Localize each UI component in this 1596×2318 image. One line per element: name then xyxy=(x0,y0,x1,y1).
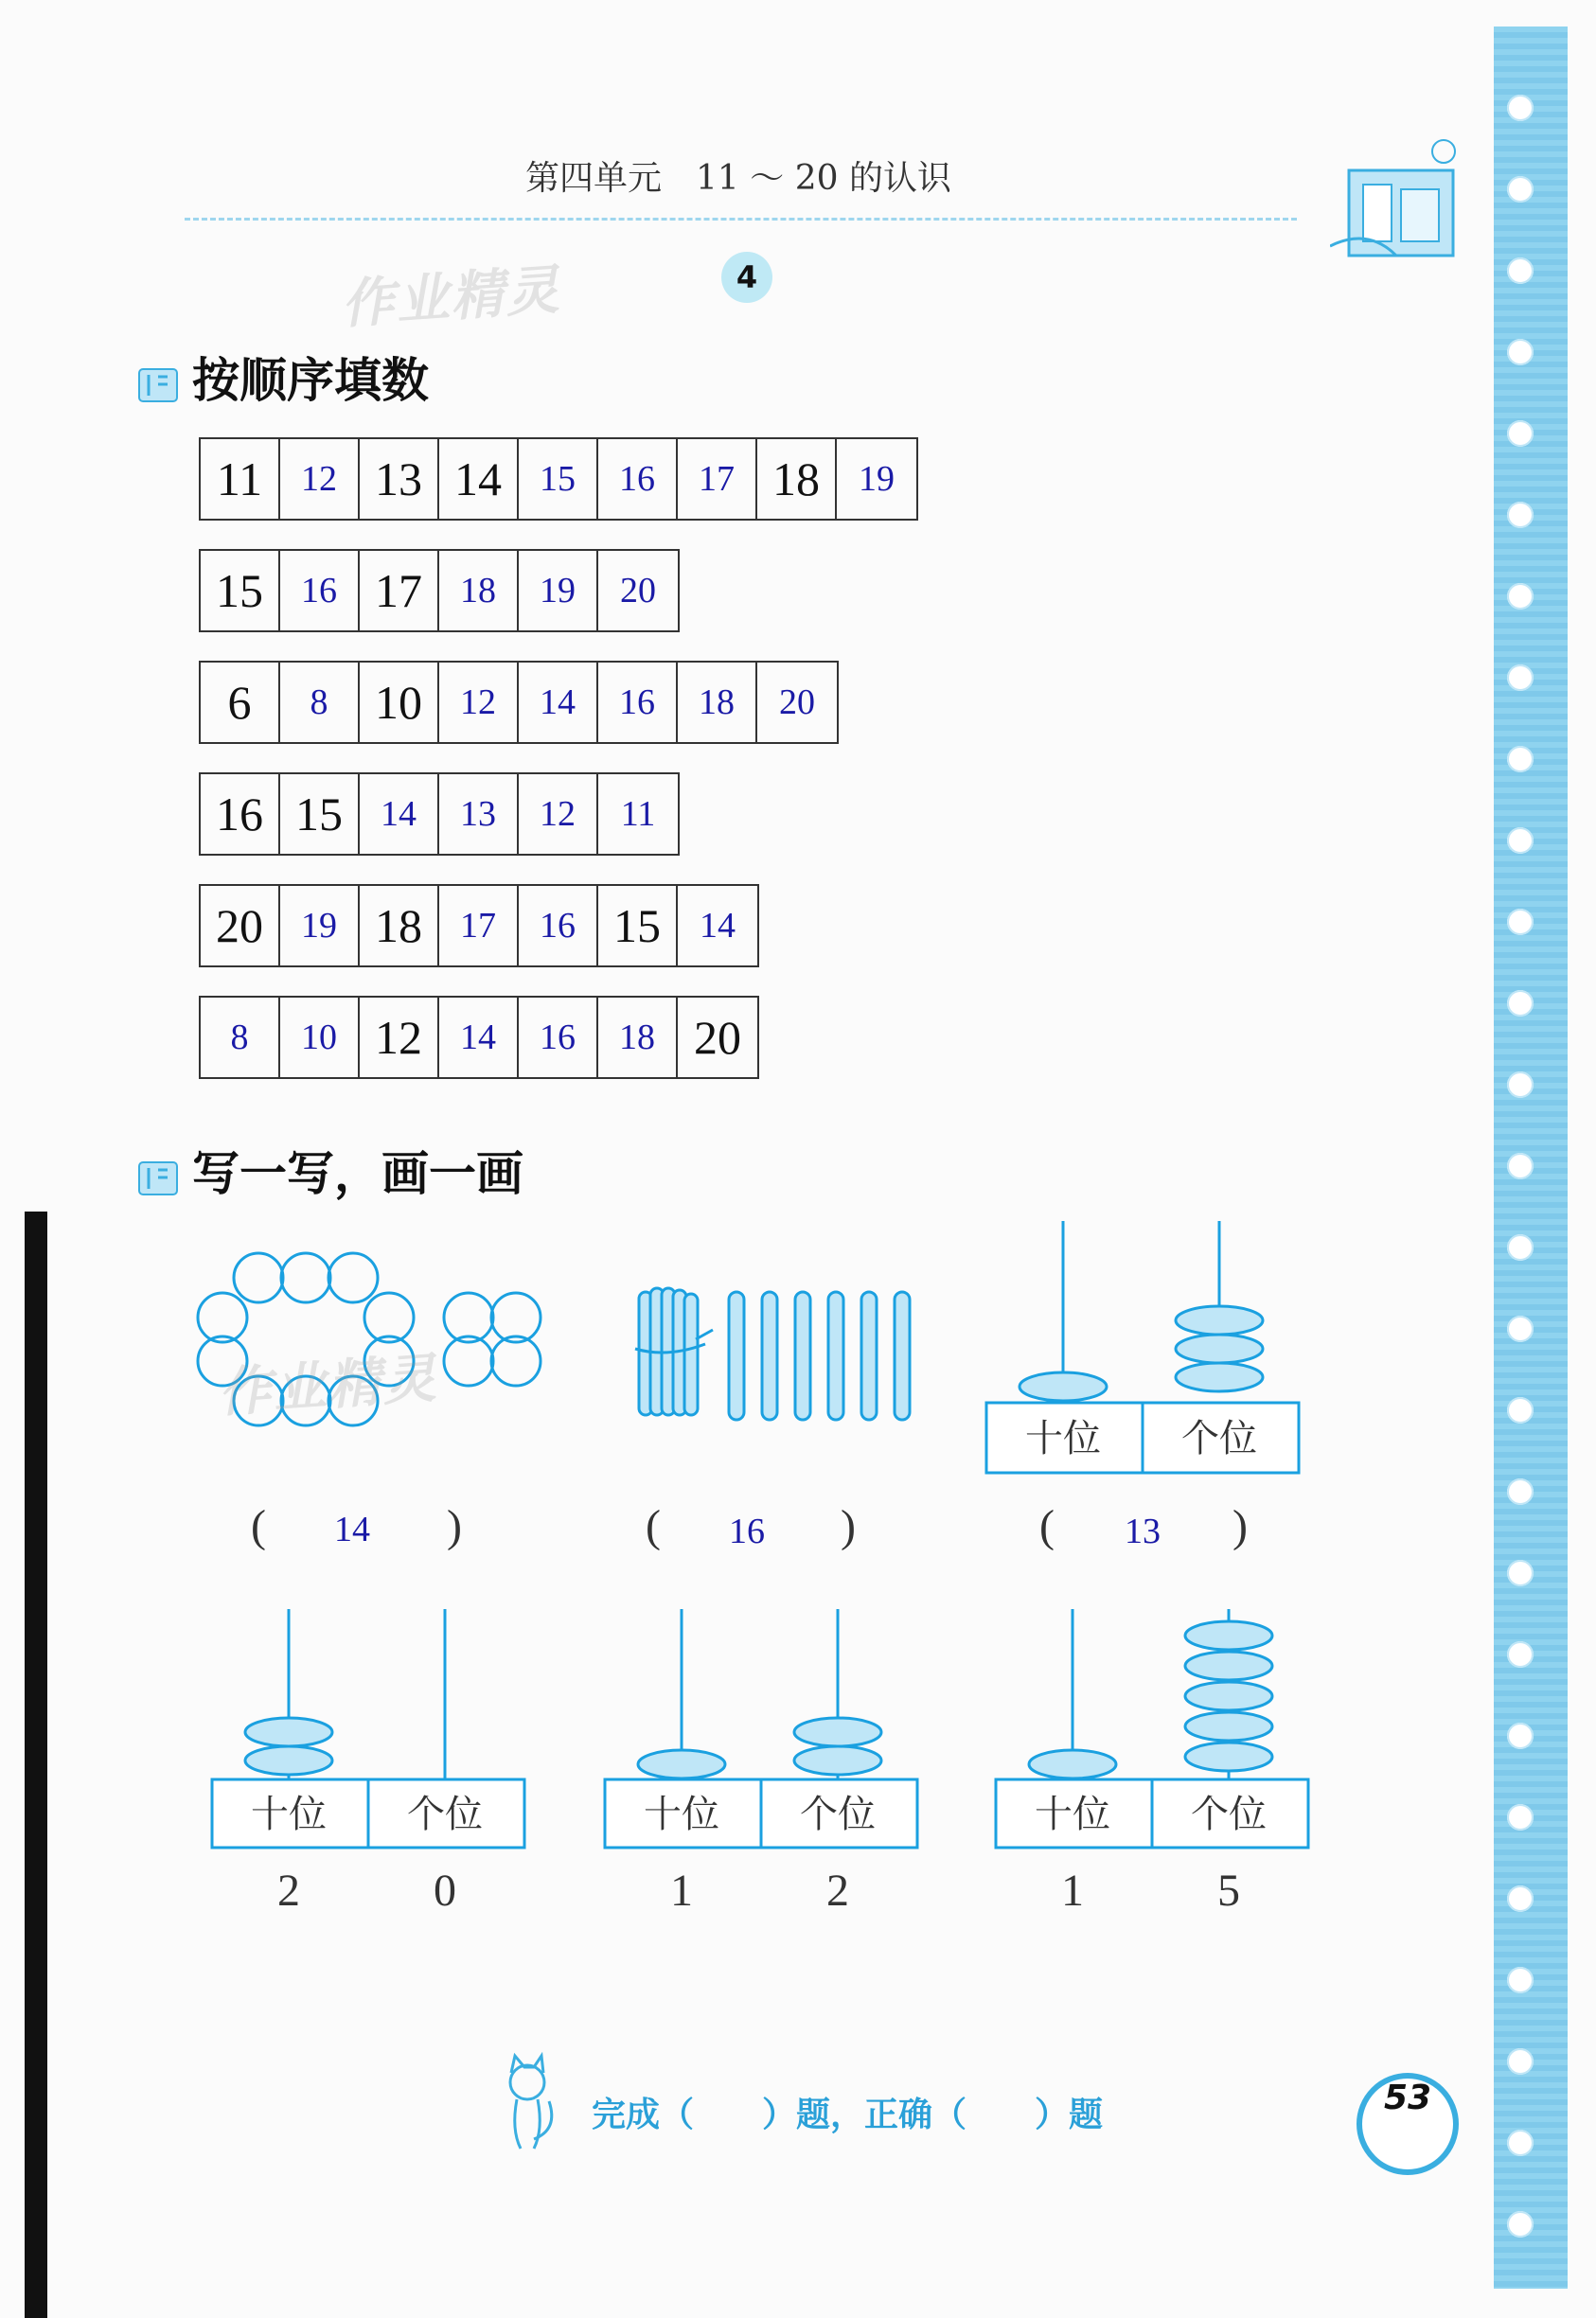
header-divider xyxy=(185,218,1297,221)
answer-number-cell[interactable]: 12 xyxy=(280,439,360,519)
answer-number-cell[interactable]: 18 xyxy=(439,551,519,630)
number-row xyxy=(199,772,680,856)
given-number-cell: 20 xyxy=(201,886,280,965)
sticks-figure xyxy=(630,1283,923,1434)
answer-number-cell[interactable]: 20 xyxy=(779,682,815,722)
ones-label: 个位 xyxy=(1181,1417,1257,1460)
binding-hole xyxy=(1507,827,1534,854)
open-paren: ( xyxy=(1039,1501,1055,1551)
given-number-cell: 15 xyxy=(598,886,678,965)
answer-number-cell[interactable]: 13 xyxy=(439,774,519,854)
section-title-fill-in-order xyxy=(137,343,429,411)
answer-number-cell[interactable]: 14 xyxy=(439,998,519,1077)
binding-hole xyxy=(1507,909,1534,935)
answer-number-cell[interactable]: 20 xyxy=(620,571,656,610)
abacus-12 xyxy=(603,1609,920,1851)
binding-hole xyxy=(1507,2211,1534,2238)
answer-number-cell[interactable]: 17 xyxy=(678,439,757,519)
binding-hole xyxy=(1507,1397,1534,1424)
answer-number-cell[interactable]: 16 xyxy=(280,551,360,630)
binding-hole xyxy=(1507,420,1534,447)
ones-label: 个位 xyxy=(800,1793,876,1836)
ones-digit: 5 xyxy=(1217,1866,1240,1916)
open-paren: ( xyxy=(646,1501,661,1551)
watermark: 作业精灵 xyxy=(339,258,563,337)
answer-number-cell[interactable]: 12 xyxy=(439,663,519,742)
number-row xyxy=(199,549,680,632)
answer-number-cell[interactable]: 14 xyxy=(360,774,439,854)
given-number-cell: 6 xyxy=(201,663,280,742)
answer-number-cell[interactable]: 15 xyxy=(519,439,598,519)
answer-number-cell[interactable]: 19 xyxy=(519,551,598,630)
binding-hole xyxy=(1507,339,1534,365)
answer-number-cell[interactable]: 8 xyxy=(201,998,280,1077)
tens-label: 十位 xyxy=(1035,1793,1110,1836)
answer-number-cell[interactable]: 8 xyxy=(280,663,360,742)
given-number-cell: 13 xyxy=(360,439,439,519)
binding-hole xyxy=(1507,1153,1534,1179)
answer-circles: 14 xyxy=(334,1510,370,1549)
binding-hole xyxy=(1507,1234,1534,1261)
tens-digit: 1 xyxy=(1061,1866,1084,1916)
binding-hole xyxy=(1507,1641,1534,1668)
tens-label: 十位 xyxy=(644,1793,719,1836)
binding-hole xyxy=(1507,1560,1534,1586)
binding-hole xyxy=(1507,1967,1534,1993)
tens-label: 十位 xyxy=(251,1793,327,1836)
answer-number-cell[interactable]: 19 xyxy=(280,886,360,965)
book-icon xyxy=(137,1157,179,1198)
answer-number-cell[interactable]: 11 xyxy=(620,794,656,834)
binding-hole xyxy=(1507,1804,1534,1831)
binding-hole xyxy=(1507,176,1534,203)
answer-number-cell[interactable]: 16 xyxy=(519,886,598,965)
binding-hole xyxy=(1507,502,1534,528)
given-number-cell: 15 xyxy=(280,774,360,854)
section-title-text: 按顺序填数 xyxy=(192,353,429,408)
given-number-cell: 12 xyxy=(360,998,439,1077)
binding-hole xyxy=(1507,257,1534,284)
section-title-write-and-draw xyxy=(137,1136,523,1204)
binding-hole xyxy=(1507,2048,1534,2075)
footer-completion-text: 完成（ ）题，正确（ ）题 xyxy=(592,2096,1104,2134)
number-row xyxy=(199,661,839,744)
answer-number-cell[interactable]: 16 xyxy=(598,439,678,519)
given-number-cell: 10 xyxy=(360,663,439,742)
answer-number-cell[interactable]: 12 xyxy=(519,774,598,854)
binding-hole xyxy=(1507,2130,1534,2156)
watermark: 作业精灵 xyxy=(216,1347,440,1425)
answer-number-cell[interactable]: 16 xyxy=(519,998,598,1077)
section-badge: 4 xyxy=(721,252,772,303)
section-title-text: 写一写，画一画 xyxy=(192,1146,523,1201)
tens-label: 十位 xyxy=(1025,1417,1101,1460)
given-number-cell: 11 xyxy=(201,439,280,519)
binding-hole xyxy=(1507,1316,1534,1342)
given-number-cell: 18 xyxy=(360,886,439,965)
answer-number-cell[interactable]: 14 xyxy=(519,663,598,742)
given-number-cell: 20 xyxy=(694,1011,741,1064)
answer-number-cell[interactable]: 16 xyxy=(598,663,678,742)
answer-number-cell[interactable]: 18 xyxy=(598,998,678,1077)
given-number-cell: 15 xyxy=(201,551,280,630)
answer-number-cell[interactable]: 17 xyxy=(439,886,519,965)
open-paren: ( xyxy=(251,1501,266,1551)
close-paren: ) xyxy=(841,1501,856,1551)
abacus-15 xyxy=(994,1609,1311,1851)
number-row xyxy=(199,884,759,967)
abacus-20 xyxy=(210,1609,527,1851)
tens-digit: 2 xyxy=(277,1866,300,1916)
number-row xyxy=(199,996,759,1079)
binding-hole xyxy=(1507,95,1534,121)
answer-number-cell[interactable]: 19 xyxy=(859,459,895,499)
abacus-13 xyxy=(984,1221,1302,1477)
close-paren: ) xyxy=(447,1501,462,1551)
page-header: 第四单元 11 ～ 20 的认识 xyxy=(525,159,951,198)
binding-hole xyxy=(1507,746,1534,772)
scan-edge xyxy=(25,1212,47,2318)
binding-hole xyxy=(1507,1885,1534,1912)
ones-label: 个位 xyxy=(1191,1793,1267,1836)
ones-digit: 0 xyxy=(434,1866,456,1916)
page-number: 53 xyxy=(1357,2073,1459,2175)
given-number-cell: 16 xyxy=(201,774,280,854)
given-number-cell: 17 xyxy=(360,551,439,630)
number-row xyxy=(199,437,918,521)
answer-number-cell[interactable]: 14 xyxy=(700,906,736,946)
binding-hole xyxy=(1507,583,1534,610)
given-number-cell: 14 xyxy=(439,439,519,519)
answer-abacus: 13 xyxy=(1125,1512,1161,1551)
ones-label: 个位 xyxy=(407,1793,483,1836)
stationery-illustration-icon xyxy=(1330,133,1481,265)
close-paren: ) xyxy=(1232,1501,1248,1551)
binding-hole xyxy=(1507,664,1534,691)
binding-hole xyxy=(1507,1723,1534,1749)
given-number-cell: 18 xyxy=(757,439,837,519)
book-icon xyxy=(137,363,179,405)
answer-number-cell[interactable]: 10 xyxy=(280,998,360,1077)
binding-hole xyxy=(1507,1071,1534,1098)
cat-icon xyxy=(483,2044,568,2158)
tens-digit: 1 xyxy=(670,1866,693,1916)
ones-digit: 2 xyxy=(826,1866,849,1916)
binding-hole xyxy=(1507,1478,1534,1505)
answer-sticks: 16 xyxy=(729,1512,765,1551)
binding-hole xyxy=(1507,990,1534,1017)
answer-number-cell[interactable]: 18 xyxy=(678,663,757,742)
